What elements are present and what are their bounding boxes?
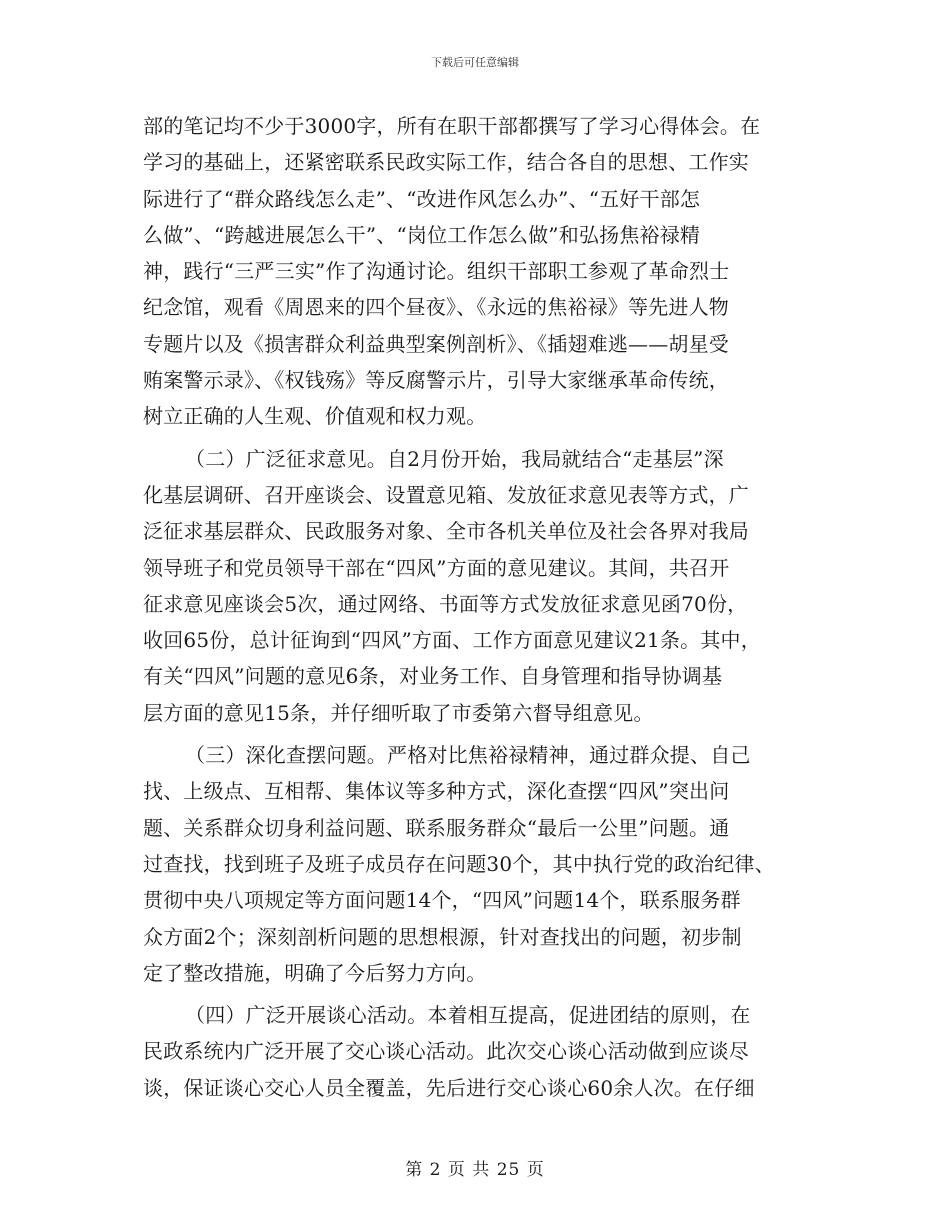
text-line: 找、上级点、互相帮、集体议等多种方式，深化查摆“四风”突出问 bbox=[143, 779, 730, 804]
text-line: 谈，保证谈心交心人员全覆盖，先后进行交心谈心60余人次。在仔细 bbox=[143, 1075, 755, 1100]
text-line: 众方面2个；深刻剖析问题的思想根源，针对查找出的问题，初步制 bbox=[143, 924, 742, 949]
document-body bbox=[143, 108, 833, 1106]
text-line: 有关“四风”问题的意见6条，对业务工作、自身管理和指导协调基 bbox=[143, 664, 723, 689]
text-line: 贯彻中央八项规定等方面问题14个，“四风”问题14个，联系服务群 bbox=[143, 888, 741, 913]
paragraph-3 bbox=[143, 737, 833, 991]
paragraph-1 bbox=[143, 108, 833, 435]
text-line: 部的笔记均不少于3000字，所有在职干部都撰写了学习心得体会。在 bbox=[143, 114, 761, 138]
text-line: 树立正确的人生观、价值观和权力观。 bbox=[143, 404, 487, 429]
paragraph-2 bbox=[143, 441, 833, 731]
page-header: 下载后可任意编辑 bbox=[431, 56, 519, 69]
text-line: 收回65份，总计征询到“四风”方面、工作方面意见建议21条。其中， bbox=[143, 628, 761, 653]
text-line: 神，践行“三严三实”作了沟通讨论。组织干部职工参观了革命烈士 bbox=[143, 259, 730, 284]
text-line: 际进行了“群众路线怎么走”、“改进作风怎么办”、“五好干部怎 bbox=[143, 186, 701, 211]
text-line: 泛征求基层群众、民政服务对象、全市各机关单位及社会各界对我局 bbox=[143, 519, 749, 544]
text-line: 学习的基础上，还紧密联系民政实际工作，结合各自的思想、工作实 bbox=[143, 150, 749, 175]
text-line: 么做”、“跨越进展怎么干”、“岗位工作怎么做”和弘扬焦裕禄精 bbox=[143, 222, 701, 247]
text-line: 专题片以及《损害群众利益典型案例剖析》、《插翅难逃——胡星受 bbox=[143, 331, 729, 356]
text-line: 定了整改措施，明确了今后努力方向。 bbox=[143, 960, 487, 985]
text-line: （二）广泛征求意见。自2月份开始，我局就结合“走基层”深 bbox=[185, 446, 724, 471]
text-line: 化基层调研、召开座谈会、设置意见箱、发放征求意见表等方式，广 bbox=[143, 482, 749, 507]
text-line: 贿案警示录》、《权钱殇》等反腐警示片，引导大家继承革命传统， bbox=[143, 368, 729, 393]
text-line: 层方面的意见15条，并仔细听取了市委第六督导组意见。 bbox=[143, 700, 654, 725]
paragraph-4 bbox=[143, 997, 833, 1106]
text-line: 过查找，找到班子及班子成员存在问题30个，其中执行党的政治纪律、 bbox=[143, 851, 775, 876]
text-line: 征求意见座谈会5次，通过网络、书面等方式发放征求意见函70份， bbox=[143, 591, 748, 616]
text-line: 题、关系群众切身利益问题、联系服务群众“最后一公里”问题。通 bbox=[143, 815, 730, 840]
text-line: （四）广泛开展谈心活动。本着相互提高，促进团结的原则，在 bbox=[185, 1003, 751, 1028]
text-line: 纪念馆，观看《周恩来的四个昼夜》、《永远的焦裕禄》等先进人物 bbox=[143, 295, 729, 320]
text-line: 领导班子和党员领导干部在“四风”方面的意见建议。其间，共召开 bbox=[143, 555, 730, 580]
page-number-footer: 第 2 页 共 25 页 bbox=[405, 1160, 545, 1180]
text-line: （三）深化查摆问题。严格对比焦裕禄精神，通过群众提、自己 bbox=[185, 743, 751, 768]
text-line: 民政系统内广泛开展了交心谈心活动。此次交心谈心活动做到应谈尽 bbox=[143, 1039, 749, 1064]
